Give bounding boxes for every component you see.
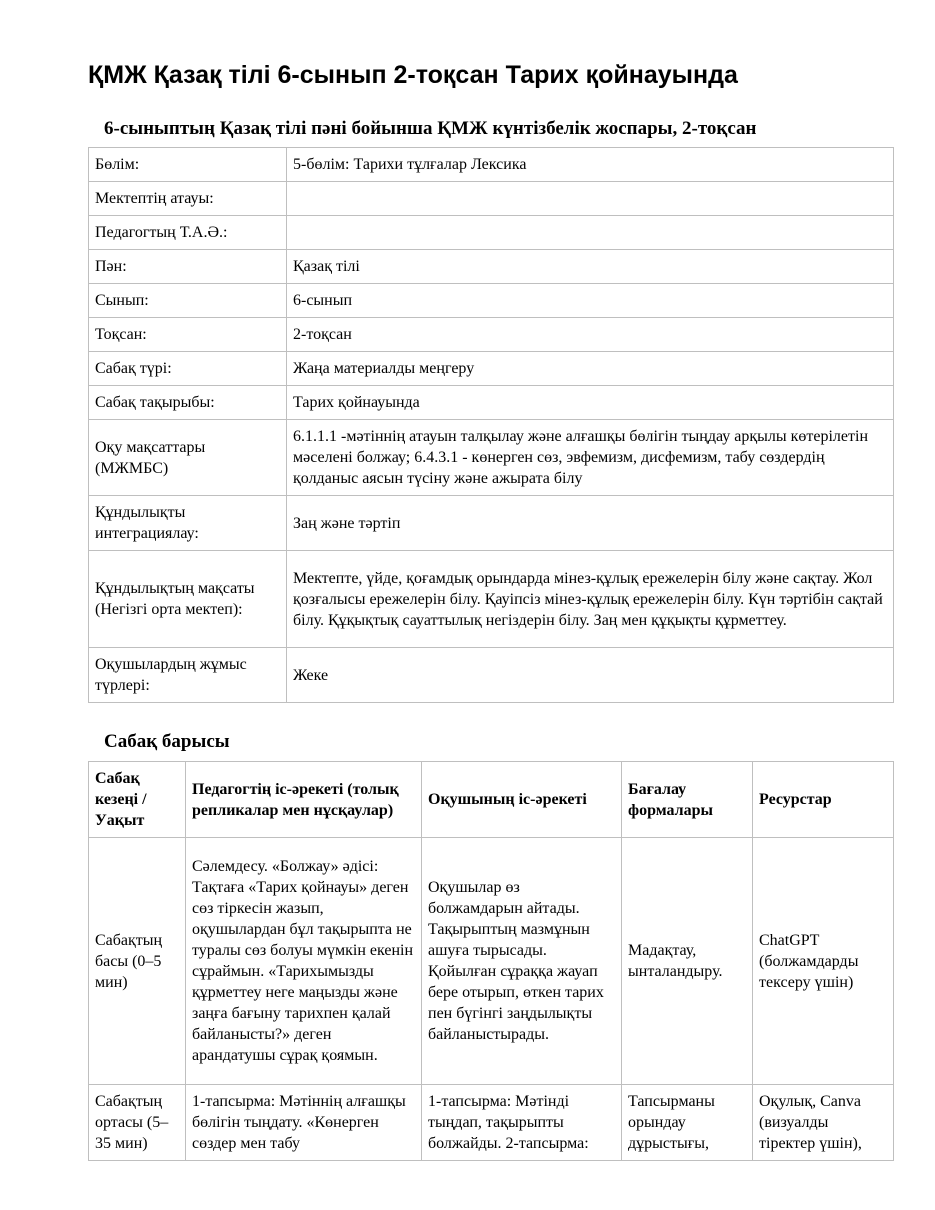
info-label: Бөлім: <box>89 148 287 182</box>
info-row <box>89 182 894 216</box>
info-label: Тоқсан: <box>89 318 287 352</box>
info-label: Оқу мақсаттары (МЖМБС) <box>89 420 287 496</box>
info-value: 5-бөлім: Тарихи тұлғалар Лексика <box>287 148 894 182</box>
info-row <box>89 352 894 386</box>
plan-subtitle: 6-сыныптың Қазақ тілі пәні бойынша ҚМЖ күнтізбелік жоспары, 2-тоқсан <box>104 118 757 139</box>
lesson-table <box>88 761 894 1161</box>
info-table <box>88 147 894 703</box>
stage-cell: Сабақтың басы (0–5 мин) <box>89 838 186 1085</box>
lesson-header-row <box>89 762 894 838</box>
info-label: Педагогтың Т.А.Ә.: <box>89 216 287 250</box>
column-header: Бағалау формалары <box>622 762 753 838</box>
resources-cell: ChatGPT (болжамдарды тексеру үшін) <box>753 838 894 1085</box>
info-value <box>287 182 894 216</box>
stage-cell: Сабақтың ортасы (5–35 мин) <box>89 1085 186 1161</box>
info-label: Құндылықты интеграциялау: <box>89 496 287 551</box>
column-header: Оқушының іс-әрекеті <box>422 762 622 838</box>
info-row <box>89 386 894 420</box>
info-value: 6-сынып <box>287 284 894 318</box>
info-row <box>89 420 894 496</box>
info-label: Сынып: <box>89 284 287 318</box>
teacher-cell: 1-тапсырма: Мәтіннің алғашқы бөлігін тыңдату. «Көнерген сөздер мен табу <box>186 1085 422 1161</box>
info-label: Құндылықтың мақсаты (Негізгі орта мектеп): <box>89 551 287 648</box>
info-label: Пән: <box>89 250 287 284</box>
student-cell: 1-тапсырма: Мәтінді тыңдап, тақырыпты болжайды. 2-тапсырма: <box>422 1085 622 1161</box>
info-value: Қазақ тілі <box>287 250 894 284</box>
assessment-cell: Тапсырманы орындау дұрыстығы, <box>622 1085 753 1161</box>
student-cell: Оқушылар өз болжамдарын айтады. Тақырыптың мазмұнын ашуға тырысады. Қойылған сұраққа жауап бере отырып, өткен тарих пен бүгінгі заңдылықты байланыстырады. <box>422 838 622 1085</box>
info-label: Сабақ түрі: <box>89 352 287 386</box>
info-row <box>89 250 894 284</box>
assessment-cell: Мадақтау, ынталандыру. <box>622 838 753 1085</box>
info-value: 2-тоқсан <box>287 318 894 352</box>
info-label: Мектептің атауы: <box>89 182 287 216</box>
info-row <box>89 551 894 648</box>
info-value: Жеке <box>287 648 894 703</box>
teacher-cell: Сәлемдесу. «Болжау» әдісі: Тақтаға «Тарих қойнауы» деген сөз тіркесін жазып, оқушылардан бұл тақырыпта не туралы сөз болуы мүмкін екенін сұраймын. «Тарихымызды құрметтеу неге маңызды және заңға бағыну тарихпен қалай байланысты?» деген арандатушы сұрақ қоямын. <box>186 838 422 1085</box>
info-value <box>287 216 894 250</box>
info-value: Тарих қойнауында <box>287 386 894 420</box>
column-header: Ресурстар <box>753 762 894 838</box>
document-title: ҚМЖ Қазақ тілі 6-сынып 2-тоқсан Тарих қойнауында <box>88 61 738 89</box>
lesson-row <box>89 838 894 1085</box>
column-header: Педагогтің іс-әрекеті (толық репликалар мен нұсқаулар) <box>186 762 422 838</box>
info-row <box>89 496 894 551</box>
info-row <box>89 318 894 352</box>
info-label: Сабақ тақырыбы: <box>89 386 287 420</box>
info-label: Оқушылардың жұмыс түрлері: <box>89 648 287 703</box>
info-row <box>89 284 894 318</box>
column-header: Сабақ кезеңі / Уақыт <box>89 762 186 838</box>
lesson-heading: Сабақ барысы <box>104 731 230 752</box>
info-value: Мектепте, үйде, қоғамдық орындарда мінез-құлық ережелерін білу және сақтау. Жол қозғалысы ережелерін білу. Қауіпсіз мінез-құлық ережелерін білу. Күн тәртібін сақтай білу. Құқықтық сауаттылық негіздерін білу. Заң мен құқықты құрметтеу. <box>287 551 894 648</box>
info-value: 6.1.1.1 -мәтіннің атауын талқылау және алғашқы бөлігін тыңдау арқылы көтерілетін мәселені болжау; 6.4.3.1 - көнерген сөз, эвфемизм, дисфемизм, табу сөздердің қолданыс аясын түсіну және ажырата білу <box>287 420 894 496</box>
resources-cell: Оқулық, Canva (визуалды тіректер үшін), <box>753 1085 894 1161</box>
lesson-row <box>89 1085 894 1161</box>
info-value: Заң және тәртіп <box>287 496 894 551</box>
info-value: Жаңа материалды меңгеру <box>287 352 894 386</box>
info-row <box>89 648 894 703</box>
info-row <box>89 148 894 182</box>
info-row <box>89 216 894 250</box>
